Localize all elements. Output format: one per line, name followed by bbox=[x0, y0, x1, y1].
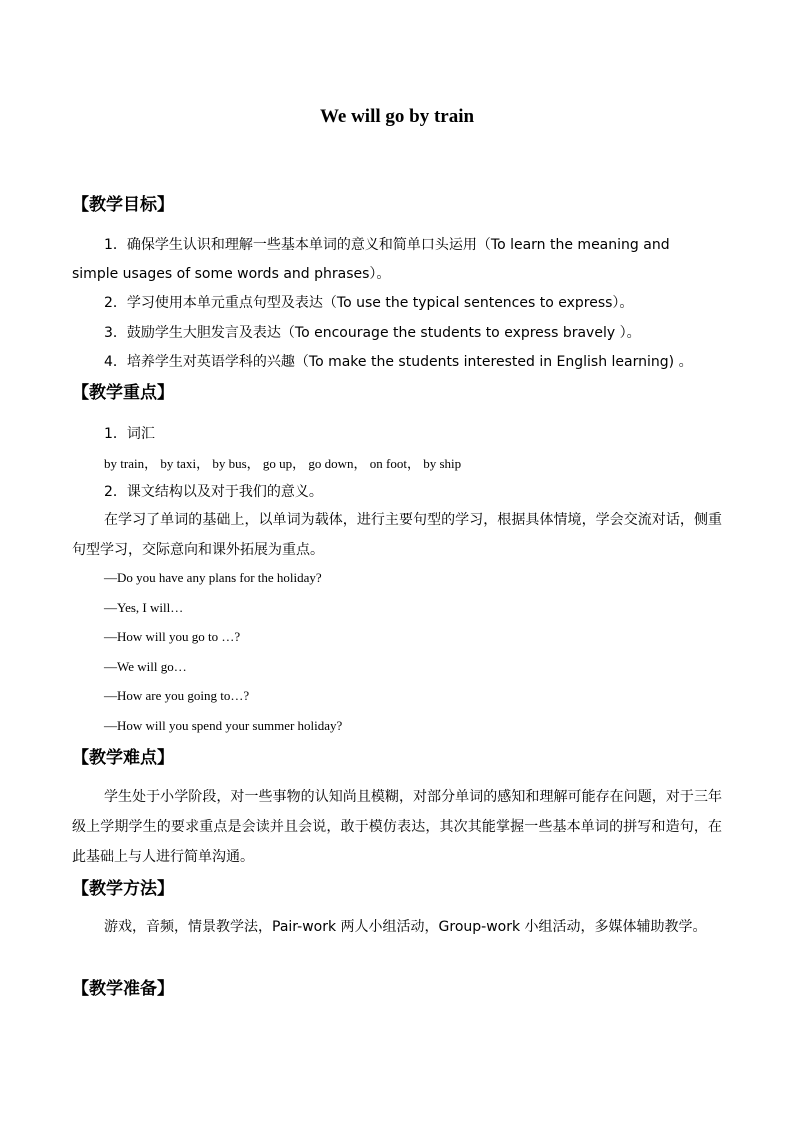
heading-key-points: 【教学重点】 bbox=[72, 383, 174, 403]
objective-item-4: 4．培养学生对英语学科的兴趣（To make the students interested in English learning) 。 bbox=[104, 354, 693, 370]
dialogue-line-6: —How will you spend your summer holiday? bbox=[104, 718, 343, 733]
document-title: We will go by train bbox=[319, 106, 475, 127]
dialogue-line-1: —Do you have any plans for the holiday? bbox=[104, 570, 322, 585]
heading-difficulties: 【教学难点】 bbox=[72, 748, 174, 768]
objective-item-2: 2．学习使用本单元重点句型及表达（To use the typical sentences to express）。 bbox=[104, 295, 634, 311]
key-points-paragraph: 在学习了单词的基础上，以单词为载体，进行主要句型的学习，根据具体情境，学会交流对话，侧重句型学习，交际意向和课外拓展为重点。 bbox=[72, 512, 722, 558]
objective-item-1: 1．确保学生认识和理解一些基本单词的意义和简单口头运用（To learn the meaning and bbox=[104, 237, 670, 253]
dialogue-line-2: —Yes, I will… bbox=[104, 600, 184, 615]
methods-paragraph: 游戏，音频，情景教学法，Pair-work 两人小组活动，Group-work 小组活动，多媒体辅助教学。 bbox=[104, 919, 707, 935]
vocab-line: by train， by taxi， by bus， go up， go down， on foot， by ship bbox=[104, 456, 462, 471]
heading-preparation: 【教学准备】 bbox=[72, 979, 174, 999]
dialogue-line-4: —We will go… bbox=[104, 659, 187, 674]
difficulties-paragraph: 学生处于小学阶段，对一些事物的认知尚且模糊，对部分单词的感知和理解可能存在问题，对于三年级上学期学生的要求重点是会读并且会说，敢于模仿表达，其次其能掌握一些基本单词的拼写和造句，在此基础上与人进行简单沟通。 bbox=[72, 789, 722, 865]
heading-methods: 【教学方法】 bbox=[72, 879, 174, 899]
objective-item-3: 3．鼓励学生大胆发言及表达（To encourage the students to express bravely ）。 bbox=[104, 325, 641, 341]
dialogue-line-3: —How will you go to …? bbox=[104, 629, 241, 644]
dialogue-line-5: —How are you going to…? bbox=[104, 688, 250, 703]
structure-label: 2．课文结构以及对于我们的意义。 bbox=[104, 484, 323, 500]
objective-item-1-cont: simple usages of some words and phrases）。 bbox=[72, 266, 391, 282]
vocab-label: 1．词汇 bbox=[104, 426, 155, 442]
heading-objectives: 【教学目标】 bbox=[72, 195, 174, 215]
